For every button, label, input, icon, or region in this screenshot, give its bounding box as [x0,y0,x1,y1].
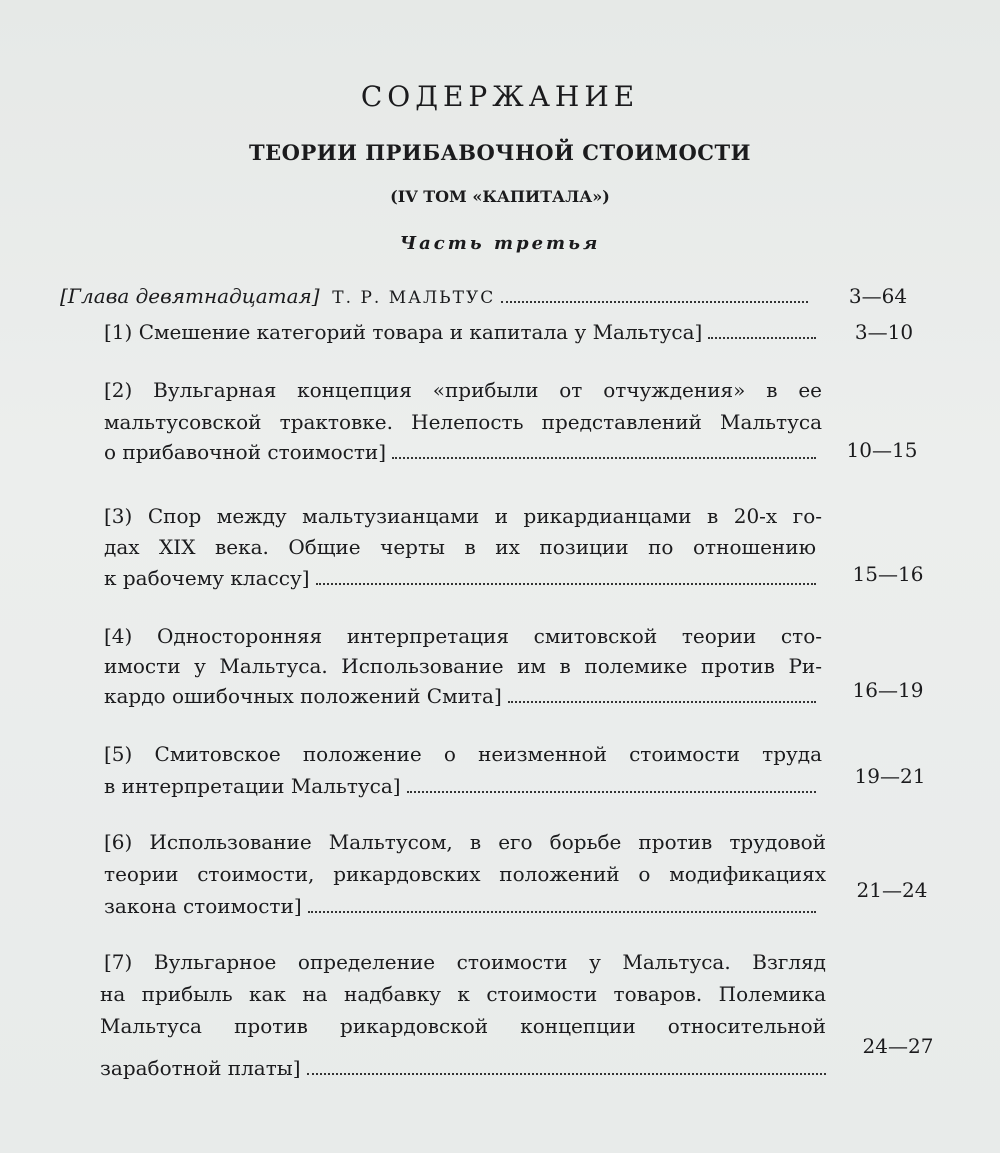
chapter-name: Т. Р. МАЛЬТУС [332,288,496,308]
entry-pages: 10—15 [846,438,918,462]
entry-line [104,680,816,712]
entry-pages: 19—21 [854,764,926,788]
dot-leader [708,317,816,339]
entry-line: [7) Вульгарное определение стоимости у Мальтуса. Взгляд [104,950,826,974]
entry-text: кардо ошибочных положений Смита] [104,684,502,708]
entry-line [104,770,816,802]
entry-line: [5) Смитовское положение о неизменной стоимости труда [104,742,822,766]
entry-text: о прибавочной стоимости] [104,440,387,464]
entry-text: [1) Смешение категорий товара и капитала у Мальтуса] [104,320,703,344]
entry-line: [6) Использование Мальтусом, в его борьбе против трудовой [104,830,826,854]
entry-line: дах XIX века. Общие черты в их позиции по отношению [104,535,816,559]
entry-line: теории стоимости, рикардовских положений о модификациях [104,862,826,886]
book-subtitle: ТЕОРИИ ПРИБАВОЧНОЙ СТОИМОСТИ [249,140,751,165]
chapter-text [60,280,495,314]
entry-line: [4) Односторонняя интерпретация смитовской теории сто- [104,624,822,648]
entry-line [104,436,816,468]
dot-leader [392,437,816,459]
entry-text: заработной платы] [100,1056,301,1080]
entry-pages: 24—27 [862,1034,934,1058]
entry-text: в интерпретации Мальтуса] [104,774,401,798]
dot-leader [501,281,808,303]
entry-line [104,890,816,922]
chapter-pages: 3—64 [848,284,908,308]
volume-note: (IV ТОМ «КАПИТАЛА») [390,187,610,206]
dot-leader [508,681,816,703]
entry-line: [3) Спор между мальтузианцами и рикардианцами в 20-х го- [104,504,822,528]
entry-line: мальтусовской трактовке. Нелепость представлений Мальтуса [104,410,822,434]
entry-line: имости у Мальтуса. Использование им в полемике против Ри- [104,654,822,678]
entry-pages: 21—24 [856,878,928,902]
entry-text: закона стоимости] [104,894,302,918]
entry-line [100,1052,826,1084]
part-heading: Часть третья [399,233,601,254]
entry-pages: 3—10 [854,320,914,344]
entry-line: на прибыль как на надбавку к стоимости товаров. Полемика [100,982,826,1006]
dot-leader [316,563,816,585]
chapter-label: [Глава девятнадцатая] [60,284,320,308]
dot-leader [307,1053,826,1075]
entry-line [104,316,816,348]
entry-text: к рабочему классу] [104,566,310,590]
entry-pages: 16—19 [852,678,924,702]
entry-line [104,562,816,594]
entry-pages: 15—16 [852,562,924,586]
chapter-line [60,280,808,312]
entry-line: [2) Вульгарная концепция «прибыли от отчуждения» в ее [104,378,822,402]
dot-leader [407,771,816,793]
entry-line: Мальтуса против рикардовской концепции относительной [100,1014,826,1038]
dot-leader [308,891,816,913]
page-title: СОДЕРЖАНИЕ [360,80,640,113]
